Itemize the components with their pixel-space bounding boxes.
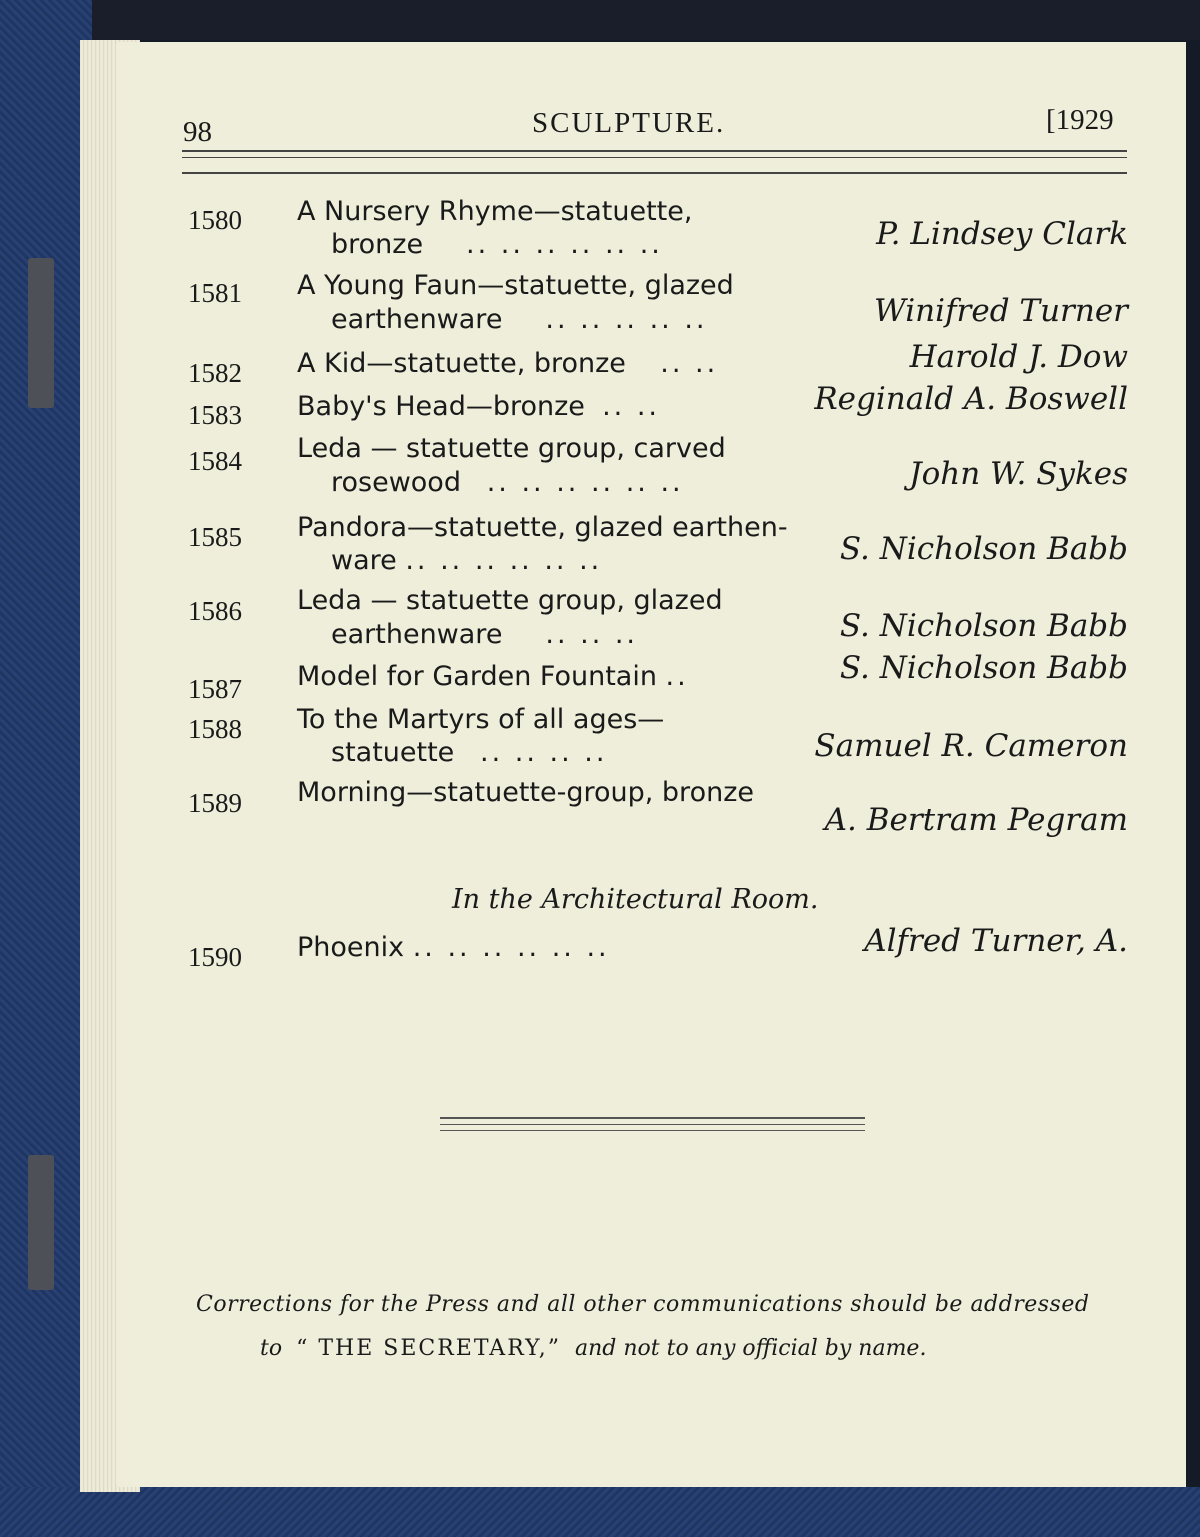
header-rule xyxy=(182,172,1127,174)
entry-artist: A. Bertram Pegram xyxy=(824,802,1128,838)
entry-number: 1589 xyxy=(188,788,242,818)
binding-bottom xyxy=(0,1487,1200,1537)
entry-artist: P. Lindsey Clark xyxy=(876,216,1128,252)
entry-title-continued: ware .. .. .. .. .. .. xyxy=(331,545,603,576)
entry-title: A Nursery Rhyme—statuette, xyxy=(297,196,693,227)
entry-number: 1587 xyxy=(188,674,242,704)
entry-title: A Young Faun—statuette, glazed xyxy=(297,270,734,301)
entry-number: 1583 xyxy=(188,400,242,430)
section-divider xyxy=(440,1130,865,1131)
entry-number: 1580 xyxy=(188,205,242,235)
entry-artist: S. Nicholson Babb xyxy=(839,650,1128,686)
entry-title-continued: bronze .. .. .. .. .. .. xyxy=(331,229,663,260)
footer-note: Corrections for the Press and all other communications should be addressed xyxy=(196,1292,1090,1317)
entry-artist: Winifred Turner xyxy=(873,293,1128,329)
header-year: [1929 xyxy=(1046,104,1114,136)
binding-hinge-bottom xyxy=(28,1155,54,1290)
section-divider xyxy=(440,1117,865,1119)
entry-title: Leda — statuette group, glazed xyxy=(297,585,723,616)
binding-cloth xyxy=(0,0,92,1537)
entry-artist: Samuel R. Cameron xyxy=(814,728,1128,764)
entry-title: Pandora—statuette, glazed earthen- xyxy=(297,512,788,543)
entry-number: 1586 xyxy=(188,596,242,626)
entry-artist: S. Nicholson Babb xyxy=(839,608,1128,644)
section-divider xyxy=(440,1124,865,1125)
binding-hinge-top xyxy=(28,258,54,408)
entry-artist: John W. Sykes xyxy=(909,456,1128,492)
entry-artist: S. Nicholson Babb xyxy=(839,531,1128,567)
entry-title-continued: earthenware .. .. .. .. .. xyxy=(331,304,708,335)
entry-number: 1584 xyxy=(188,446,242,476)
page-title: SCULPTURE. xyxy=(532,107,726,139)
entry-number: 1585 xyxy=(188,522,242,552)
entry-artist: Reginald A. Boswell xyxy=(814,381,1128,417)
entry-title: Leda — statuette group, carved xyxy=(297,433,726,464)
entry-title: A Kid—statuette, bronze .. .. xyxy=(297,348,719,379)
entry-title-continued: rosewood .. .. .. .. .. .. xyxy=(331,467,684,498)
entry-artist: Alfred Turner, A. xyxy=(864,923,1128,959)
entry-title: Morning—statuette-group, bronze xyxy=(297,777,754,808)
entry-artist: Harold J. Dow xyxy=(909,339,1128,375)
entry-title: Model for Garden Fountain .. xyxy=(297,661,689,692)
binding-top xyxy=(0,0,1200,40)
page-number: 98 xyxy=(183,116,212,148)
entry-number: 1590 xyxy=(188,942,242,972)
entry-title: To the Martyrs of all ages— xyxy=(297,704,665,735)
entry-number: 1581 xyxy=(188,278,242,308)
entry-number: 1588 xyxy=(188,714,242,744)
entry-number: 1582 xyxy=(188,358,242,388)
section-heading: In the Architectural Room. xyxy=(452,884,819,915)
entry-title-continued: earthenware .. .. .. xyxy=(331,619,639,650)
header-rule xyxy=(182,150,1127,152)
entry-title: Phoenix .. .. .. .. .. .. xyxy=(297,932,610,963)
entry-title: Baby's Head—bronze .. .. xyxy=(297,391,661,422)
footer-note-continued: to “ THE SECRETARY,” and not to any official by name. xyxy=(260,1336,927,1361)
entry-title-continued: statuette .. .. .. .. xyxy=(331,737,608,768)
header-rule xyxy=(182,157,1127,158)
